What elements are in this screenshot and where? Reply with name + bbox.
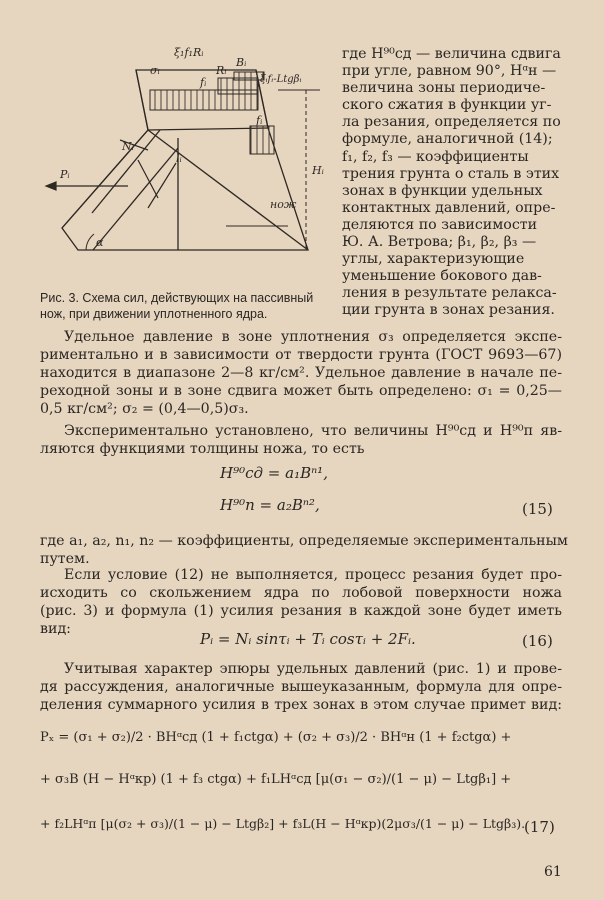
- text-line: реходной зоны и в зоне сдвига может быть определено: σ₁ = 0,25—: [40, 383, 562, 399]
- label-knife: нож: [270, 198, 297, 211]
- paragraph-2: [40, 422, 562, 458]
- label-f-top: fᵢ: [200, 76, 207, 89]
- equation-17-line-2: + σ₃B (H − Hᵅкр) (1 + f₃ ctgα) + f₁LHᵅсд [μ(σ₁ − σ₂)/(1 − μ) − Ltgβ₁] +: [40, 772, 512, 787]
- equation-17-line-3: + f₂LHᵅп [μ(σ₂ + σ₃)/(1 − μ) − Ltgβ₂] + f₃L(H − Hᵅкр)(2μσ₃/(1 − μ) − Ltgβ₃).: [40, 816, 526, 831]
- compression-zone-hatch: [250, 126, 274, 154]
- equation-17-line-1: Pₓ = (σ₁ + σ₂)/2 · BHᵅсд (1 + f₁ctgα) + (σ₂ + σ₃)/2 · BHᵅн (1 + f₂ctgα) +: [40, 730, 512, 745]
- text-line: исходить со скольжением ядра по лобовой поверхности ножа: [40, 585, 562, 601]
- equation-16-number: (16): [522, 632, 553, 650]
- text-line: 0,5 кг/см²; σ₂ = (0,4—0,5)σ₃.: [40, 401, 249, 417]
- text-line: трения грунта о сталь в этих: [342, 165, 560, 182]
- label-xi-ltg: ξᵢfᵢ-Ltgβᵢ: [260, 74, 302, 85]
- text-line: формуле, аналогичной (14);: [342, 131, 553, 148]
- text-line: углы, характеризующие: [342, 251, 525, 268]
- force-diagram: [38, 38, 328, 293]
- paragraph-5: [40, 660, 562, 714]
- text-line: величина зоны периодиче-: [342, 80, 546, 97]
- page-number: 61: [544, 864, 562, 880]
- text-line: ции грунта в зонах резания.: [342, 302, 555, 319]
- angle-arc: [86, 234, 94, 250]
- text-line: Если условие (12) не выполняется, процесс резания будет про-: [64, 567, 562, 583]
- figure-caption: Рис. 3. Схема сил, действующих на пассивный нож, при движении уплотненного ядра.: [40, 291, 314, 321]
- text-line: где H⁹⁰сд — величина сдвига: [342, 46, 561, 62]
- text-line: ляются функциями толщины ножа, то есть: [40, 441, 365, 457]
- text-line: уменьшение бокового дав-: [342, 268, 542, 285]
- label-alpha: α: [96, 236, 104, 249]
- label-H: Hᵢ: [312, 164, 324, 177]
- text-line: Экспериментально установлено, что величины H⁹⁰сд и H⁹⁰п яв-: [64, 423, 562, 439]
- equation-15-line-2: H⁹⁰п = a₂Bⁿ²,: [220, 496, 320, 514]
- right-column-text: [342, 46, 572, 320]
- text-line: при угле, равном 90°, Hᵅн —: [342, 63, 557, 80]
- equation-16: Pᵢ = Nᵢ sinτᵢ + Tᵢ cosτᵢ + 2Fᵢ.: [200, 630, 416, 648]
- text-line: путем.: [40, 551, 90, 567]
- text-line: риментально и в зависимости от твердости грунта (ГОСТ 9693—67): [40, 347, 562, 363]
- label-P: Pᵢ: [60, 168, 70, 181]
- label-f-right: fᵢ: [256, 114, 263, 127]
- label-xi-fi: ξ₁f₁Rᵢ: [174, 46, 204, 59]
- text-line: вид:: [40, 621, 71, 637]
- paragraph-4: [40, 566, 562, 638]
- text-line: находится в диапазоне 2—8 кг/см². Удельное давление в начале пе-: [40, 365, 562, 381]
- label-l: lᵢ: [176, 152, 182, 165]
- text-line: контактных давлений, опре-: [342, 199, 556, 216]
- text-line: Ю. А. Ветрова; β₁, β₂, β₃ —: [342, 234, 537, 251]
- text-line: Учитывая характер эпюры удельных давлений (рис. 1) и прове-: [64, 661, 562, 677]
- text-line: (рис. 3) и формула (1) усилия резания в каждой зоне будет иметь: [40, 603, 562, 619]
- equation-17-number: (17): [524, 818, 555, 836]
- label-sigma: σᵢ: [150, 64, 160, 77]
- label-R: Rᵢ: [216, 64, 227, 77]
- text-line: ления в результате релакса-: [342, 285, 557, 302]
- text-line: дя рассуждения, аналогичные вышеуказанным, формула для опре-: [40, 679, 562, 695]
- paragraph-3: [40, 532, 568, 568]
- text-line: f₁, f₂, f₃ — коэффициенты: [342, 148, 529, 165]
- text-line: деляются по зависимости: [342, 216, 538, 233]
- paragraph-1: [40, 328, 562, 418]
- label-B: Bᵢ: [236, 56, 247, 69]
- equation-15-line-1: H⁹⁰сд = a₁Bⁿ¹,: [220, 464, 328, 482]
- text-line: зонах в функции удельных: [342, 182, 543, 199]
- text-line: деления суммарного усилия в трех зонах в этом случае примет вид:: [40, 697, 562, 713]
- text-line: Удельное давление в зоне уплотнения σ₃ определяется экспе-: [64, 329, 562, 345]
- label-N: Nᵢ: [122, 140, 134, 153]
- text-line: где a₁, a₂, n₁, n₂ — коэффициенты, определяемые экспериментальным: [40, 533, 568, 549]
- text-line: ла резания, определяется по: [342, 114, 561, 131]
- text-line: ского сжатия в функции уг-: [342, 97, 552, 114]
- equation-15-number: (15): [522, 500, 553, 518]
